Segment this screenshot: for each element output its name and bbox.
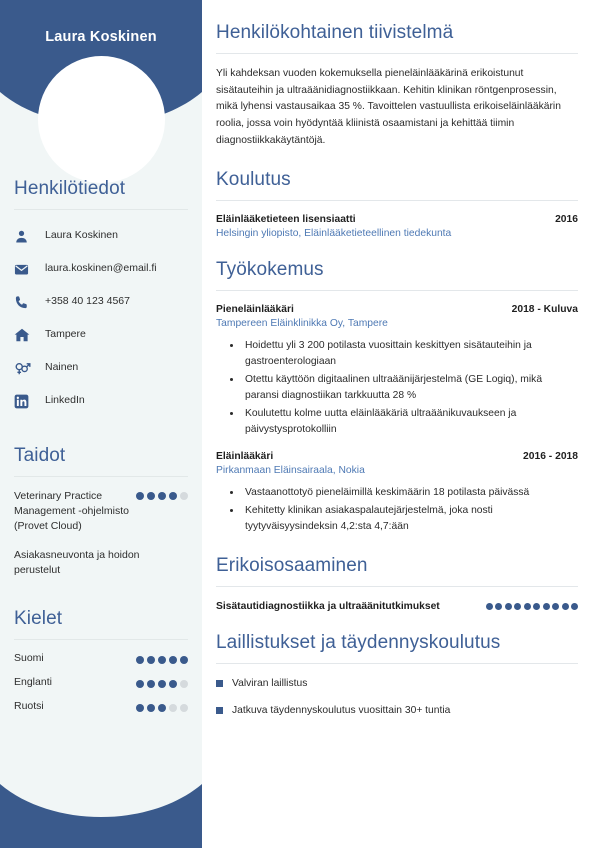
rating-dot bbox=[147, 656, 155, 664]
experience-entry bbox=[216, 451, 578, 535]
rating-dot bbox=[533, 603, 540, 610]
footer-curve-shape bbox=[0, 728, 202, 848]
expertise-label: Sisätautidiagnostiikka ja ultraäänitutkimukset bbox=[216, 600, 440, 612]
personal-info-heading: Henkilötiedot bbox=[14, 178, 126, 199]
rating-dot bbox=[180, 704, 188, 712]
rating-dot bbox=[552, 603, 559, 610]
section-education bbox=[216, 169, 578, 239]
bullet-item: • Otettu käyttöön digitaalinen ultraäänijärjestelmä (GE Logiq), mikä paransi diagnostiikan tarkkuutta 28 % bbox=[242, 372, 578, 404]
certification-list bbox=[216, 677, 578, 719]
rating-dot bbox=[147, 704, 155, 712]
sidebar-body bbox=[0, 178, 202, 712]
rating-dot bbox=[147, 680, 155, 688]
entry-subtitle: Tampereen Eläinklinikka Oy, Tampere bbox=[216, 318, 388, 330]
skills-heading: Taidot bbox=[14, 445, 66, 466]
envelope-icon bbox=[14, 259, 36, 279]
summary-text: Yli kahdeksan vuoden kokemuksella pieneläinlääkärinä erikoistunut sisätauteihin ja ultraäänidiagnostiikkaan. Kehitin klinikan röntgenprosessin, mikä lyhensi vastausaikaa 35 %. Tavoittelen vastuullista erikoiseläinlääkärin roolia, jossa voin hyödyntää kliinistä osaamistani ja kehittää tiimin diagnostiikkakäytäntöjä. bbox=[216, 68, 561, 146]
main-content bbox=[202, 0, 600, 848]
phone-icon bbox=[14, 292, 36, 312]
entry-header bbox=[216, 214, 578, 225]
divider bbox=[14, 476, 188, 477]
profile-name: Laura Koskinen bbox=[45, 29, 157, 45]
entry-header bbox=[216, 451, 578, 462]
entry-header bbox=[216, 304, 578, 315]
contact-list bbox=[14, 222, 188, 415]
gender-icon bbox=[14, 358, 36, 378]
entry-bullets bbox=[216, 338, 578, 438]
rating-dot bbox=[524, 603, 531, 610]
entry-title: Eläinlääkäri bbox=[216, 451, 274, 463]
certification-item bbox=[216, 677, 578, 691]
skill-label: Asiakasneuvonta ja hoidon perustelut bbox=[14, 548, 140, 576]
languages-heading: Kielet bbox=[14, 608, 63, 630]
language-rating bbox=[136, 653, 188, 664]
rating-dot bbox=[180, 680, 188, 688]
rating-dot bbox=[543, 603, 550, 610]
rating-dot bbox=[158, 656, 166, 664]
bullet-item: • Kehitetty klinikan asiakaspalautejärjestelmä, joka nosti tyytyväisyysindeksin 4,2:sta 4,7:ään bbox=[242, 503, 578, 535]
contact-row-gender bbox=[14, 354, 188, 382]
rating-dot bbox=[169, 680, 177, 688]
language-label: Englanti bbox=[14, 676, 52, 689]
bullet-item: • Koulutettu kolme uutta eläinlääkäriä ultraäänikuvaukseen ja päivystysprotokolliin bbox=[242, 406, 578, 438]
rating-dot bbox=[562, 603, 569, 610]
rating-dot bbox=[147, 492, 155, 500]
section-summary bbox=[216, 22, 578, 149]
entry-title: Eläinlääketieteen lisensiaatti bbox=[216, 214, 356, 226]
skill-item bbox=[14, 489, 188, 535]
entry-subtitle: Helsingin yliopisto, Eläinlääketieteellinen tiedekunta bbox=[216, 228, 452, 240]
rating-dot bbox=[169, 492, 177, 500]
language-item bbox=[14, 676, 188, 688]
sidebar bbox=[0, 0, 202, 848]
linkedin-icon bbox=[14, 391, 36, 411]
contact-value: LinkedIn bbox=[45, 394, 85, 407]
entry-title: Pieneläinlääkäri bbox=[216, 304, 294, 316]
language-rating bbox=[136, 701, 188, 712]
contact-value: Laura Koskinen bbox=[45, 229, 118, 242]
rating-dot bbox=[180, 492, 188, 500]
divider bbox=[216, 586, 578, 587]
expertise-heading: Erikoisosaaminen bbox=[216, 554, 368, 576]
rating-dot bbox=[136, 704, 144, 712]
skill-item bbox=[14, 548, 188, 578]
contact-row-linkedin[interactable] bbox=[14, 387, 188, 415]
contact-value: Nainen bbox=[45, 361, 79, 374]
rating-dot bbox=[180, 656, 188, 664]
divider bbox=[216, 200, 578, 201]
certification-item bbox=[216, 704, 578, 718]
expertise-rating bbox=[486, 603, 579, 610]
rating-dot bbox=[169, 704, 177, 712]
experience-entry bbox=[216, 304, 578, 438]
section-languages bbox=[14, 608, 188, 712]
language-item bbox=[14, 652, 188, 664]
section-experience bbox=[216, 259, 578, 535]
square-bullet-icon bbox=[216, 707, 223, 714]
rating-dot bbox=[158, 492, 166, 500]
education-entry bbox=[216, 214, 578, 239]
education-heading: Koulutus bbox=[216, 169, 291, 191]
rating-dot bbox=[571, 603, 578, 610]
language-rating bbox=[136, 677, 188, 688]
rating-dot bbox=[136, 656, 144, 664]
rating-dot bbox=[505, 603, 512, 610]
home-icon bbox=[14, 325, 36, 345]
contact-value: Tampere bbox=[45, 328, 86, 341]
language-label: Ruotsi bbox=[14, 700, 44, 713]
contact-value: +358 40 123 4567 bbox=[45, 295, 130, 308]
sidebar-header bbox=[0, 0, 202, 148]
contact-row-email[interactable] bbox=[14, 255, 188, 283]
divider bbox=[14, 209, 188, 210]
rating-dot bbox=[158, 704, 166, 712]
divider bbox=[216, 290, 578, 291]
rating-dot bbox=[136, 492, 144, 500]
contact-value: laura.koskinen@email.fi bbox=[45, 262, 157, 275]
language-label: Suomi bbox=[14, 652, 44, 665]
rating-dot bbox=[136, 680, 144, 688]
bullet-item: • Vastaanottotyö pieneläimillä keskimäärin 18 potilasta päivässä bbox=[242, 485, 578, 501]
entry-bullets bbox=[216, 485, 578, 535]
contact-row-phone[interactable] bbox=[14, 288, 188, 316]
experience-heading: Työkokemus bbox=[216, 259, 324, 281]
certification-label: Valviran laillistus bbox=[232, 677, 308, 689]
entry-date: 2016 - 2018 bbox=[523, 451, 578, 463]
rating-dot bbox=[169, 656, 177, 664]
entry-date: 2018 - Kuluva bbox=[511, 304, 578, 316]
language-item bbox=[14, 700, 188, 712]
rating-dot bbox=[486, 603, 493, 610]
section-skills bbox=[14, 445, 188, 578]
expertise-item bbox=[216, 601, 578, 612]
certification-label: Jatkuva täydennyskoulutus vuosittain 30+ tuntia bbox=[232, 705, 451, 717]
square-bullet-icon bbox=[216, 680, 223, 687]
person-icon bbox=[14, 226, 36, 246]
summary-heading: Henkilökohtainen tiivistelmä bbox=[216, 22, 454, 43]
avatar bbox=[38, 56, 165, 183]
certifications-heading: Laillistukset ja täydennyskoulutus bbox=[216, 631, 501, 653]
divider bbox=[216, 53, 578, 54]
section-expertise bbox=[216, 555, 578, 612]
divider bbox=[216, 663, 578, 664]
rating-dot bbox=[495, 603, 502, 610]
contact-row-location bbox=[14, 321, 188, 349]
section-personal-info bbox=[14, 178, 188, 415]
rating-dot bbox=[514, 603, 521, 610]
contact-row-name bbox=[14, 222, 188, 250]
divider bbox=[14, 639, 188, 640]
rating-dot bbox=[158, 680, 166, 688]
skill-label: Veterinary Practice Management -ohjelmisto (Provet Cloud) bbox=[14, 490, 129, 533]
section-certifications bbox=[216, 632, 578, 719]
entry-date: 2016 bbox=[555, 214, 578, 226]
bullet-item: • Hoidettu yli 3 200 potilasta vuosittain keskittyen sisätauteihin ja gastroenterologiaan bbox=[242, 338, 578, 370]
entry-subtitle: Pirkanmaan Eläinsairaala, Nokia bbox=[216, 465, 365, 477]
skill-rating bbox=[136, 489, 188, 500]
